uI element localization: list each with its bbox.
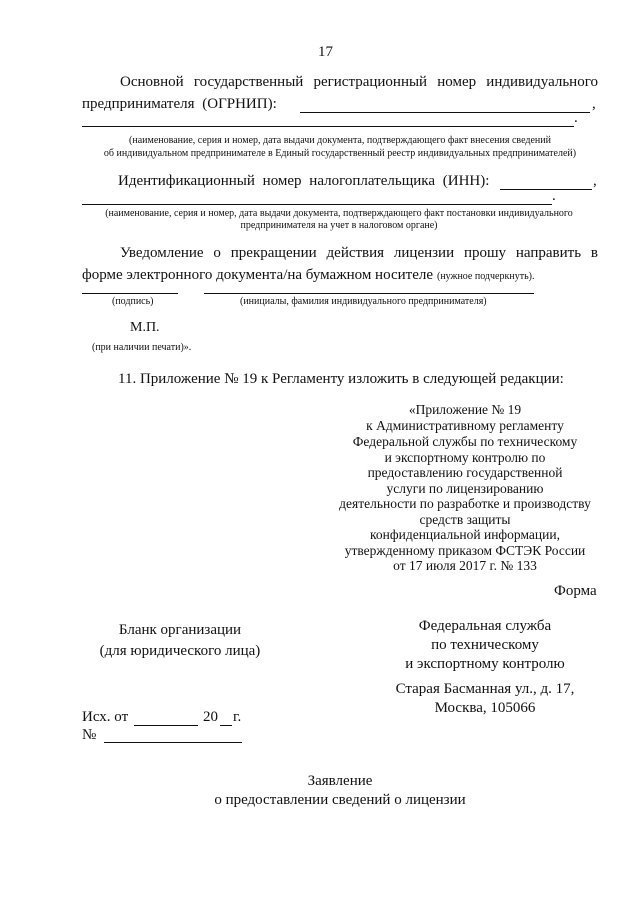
appendix-header-9: утвержденному приказом ФСТЭК России	[344, 543, 586, 558]
notice-line2-note: (нужное подчеркнуть).	[437, 271, 535, 282]
outgoing-year-label: 20	[203, 709, 218, 725]
appendix-header-8: конфиденциальной информации,	[370, 527, 560, 542]
name-line	[204, 293, 534, 294]
appendix-header-1: к Административному регламенту	[366, 418, 564, 433]
application-title: Заявление	[307, 773, 373, 789]
ogrnip-label: предпринимателя (ОГРНИП):	[82, 96, 277, 112]
inn-caption-1: (наименование, серия и номер, дата выдачи документа, подтверждающего факт постановки индивидуального	[105, 208, 573, 219]
appendix-header-3: и экспортному контролю по	[384, 450, 546, 465]
ogrnip-line1: Основной государственный регистрационный номер индивидуального	[120, 74, 598, 90]
outgoing-number-line	[104, 742, 242, 743]
ogrnip-period: .	[574, 110, 578, 126]
outgoing-number-label: №	[82, 727, 97, 743]
signature-line	[82, 293, 178, 294]
appendix-header-10: от 17 июля 2017 г. № 133	[393, 558, 537, 573]
notice-line2	[82, 266, 534, 284]
stamp-label: М.П.	[130, 320, 160, 335]
notice-line2-main: форме электронного документа/на бумажном носителе	[82, 267, 433, 283]
outgoing-year-suffix: г.	[233, 709, 242, 725]
form-label: Форма	[554, 583, 597, 599]
recipient-line2: по техническому	[431, 637, 539, 653]
blank-line2: (для юридического лица)	[99, 643, 261, 659]
recipient-line3: и экспортному контролю	[405, 656, 565, 672]
ogrnip-second-line	[82, 126, 574, 127]
recipient-address-2: Москва, 105066	[434, 700, 536, 716]
appendix-header-7: средств защиты	[419, 512, 511, 527]
recipient-address-1: Старая Басманная ул., д. 17,	[395, 681, 575, 697]
appendix-header-2: Федеральной службы по техническому	[352, 434, 578, 449]
inn-second-line	[82, 204, 552, 205]
outgoing-year-line	[220, 725, 232, 726]
appendix-header-6: деятельности по разработке и производству	[339, 496, 591, 511]
stamp-note: (при наличии печати)».	[92, 342, 192, 353]
inn-label: Идентификационный номер налогоплательщика (ИНН):	[118, 173, 490, 189]
application-subtitle: о предоставлении сведений о лицензии	[214, 792, 466, 808]
page-number: 17	[318, 44, 333, 60]
signature-caption: (подпись)	[112, 296, 154, 307]
appendix-header-5: услуги по лицензированию	[386, 481, 544, 496]
outgoing-ref-label: Исх. от	[82, 709, 129, 725]
ogrnip-comma: ,	[592, 96, 596, 112]
name-caption: (инициалы, фамилия индивидуального предпринимателя)	[240, 296, 487, 307]
inn-comma: ,	[593, 173, 597, 189]
appendix-header-4: предоставлению государственной	[367, 465, 563, 480]
inn-caption-2: предпринимателя на учет в налоговом органе)	[240, 220, 438, 231]
item-11: 11. Приложение № 19 к Регламенту изложить в следующей редакции:	[118, 371, 564, 387]
ogrnip-caption-1: (наименование, серия и номер, дата выдачи документа, подтверждающего факт внесения сведений	[129, 135, 551, 146]
ogrnip-field-line	[300, 112, 590, 113]
outgoing-date-line	[134, 725, 198, 726]
appendix-header-0: «Приложение № 19	[408, 402, 522, 417]
recipient-line1: Федеральная служба	[418, 618, 552, 634]
notice-line1: Уведомление о прекращении действия лицензии прошу направить в	[120, 245, 598, 261]
inn-period: .	[552, 188, 556, 204]
blank-line1: Бланк организации	[118, 622, 242, 638]
ogrnip-caption-2: об индивидуальном предпринимателе в Единый государственный реестр индивидуальных предпринимателей)	[103, 148, 577, 159]
inn-field-line	[500, 189, 592, 190]
